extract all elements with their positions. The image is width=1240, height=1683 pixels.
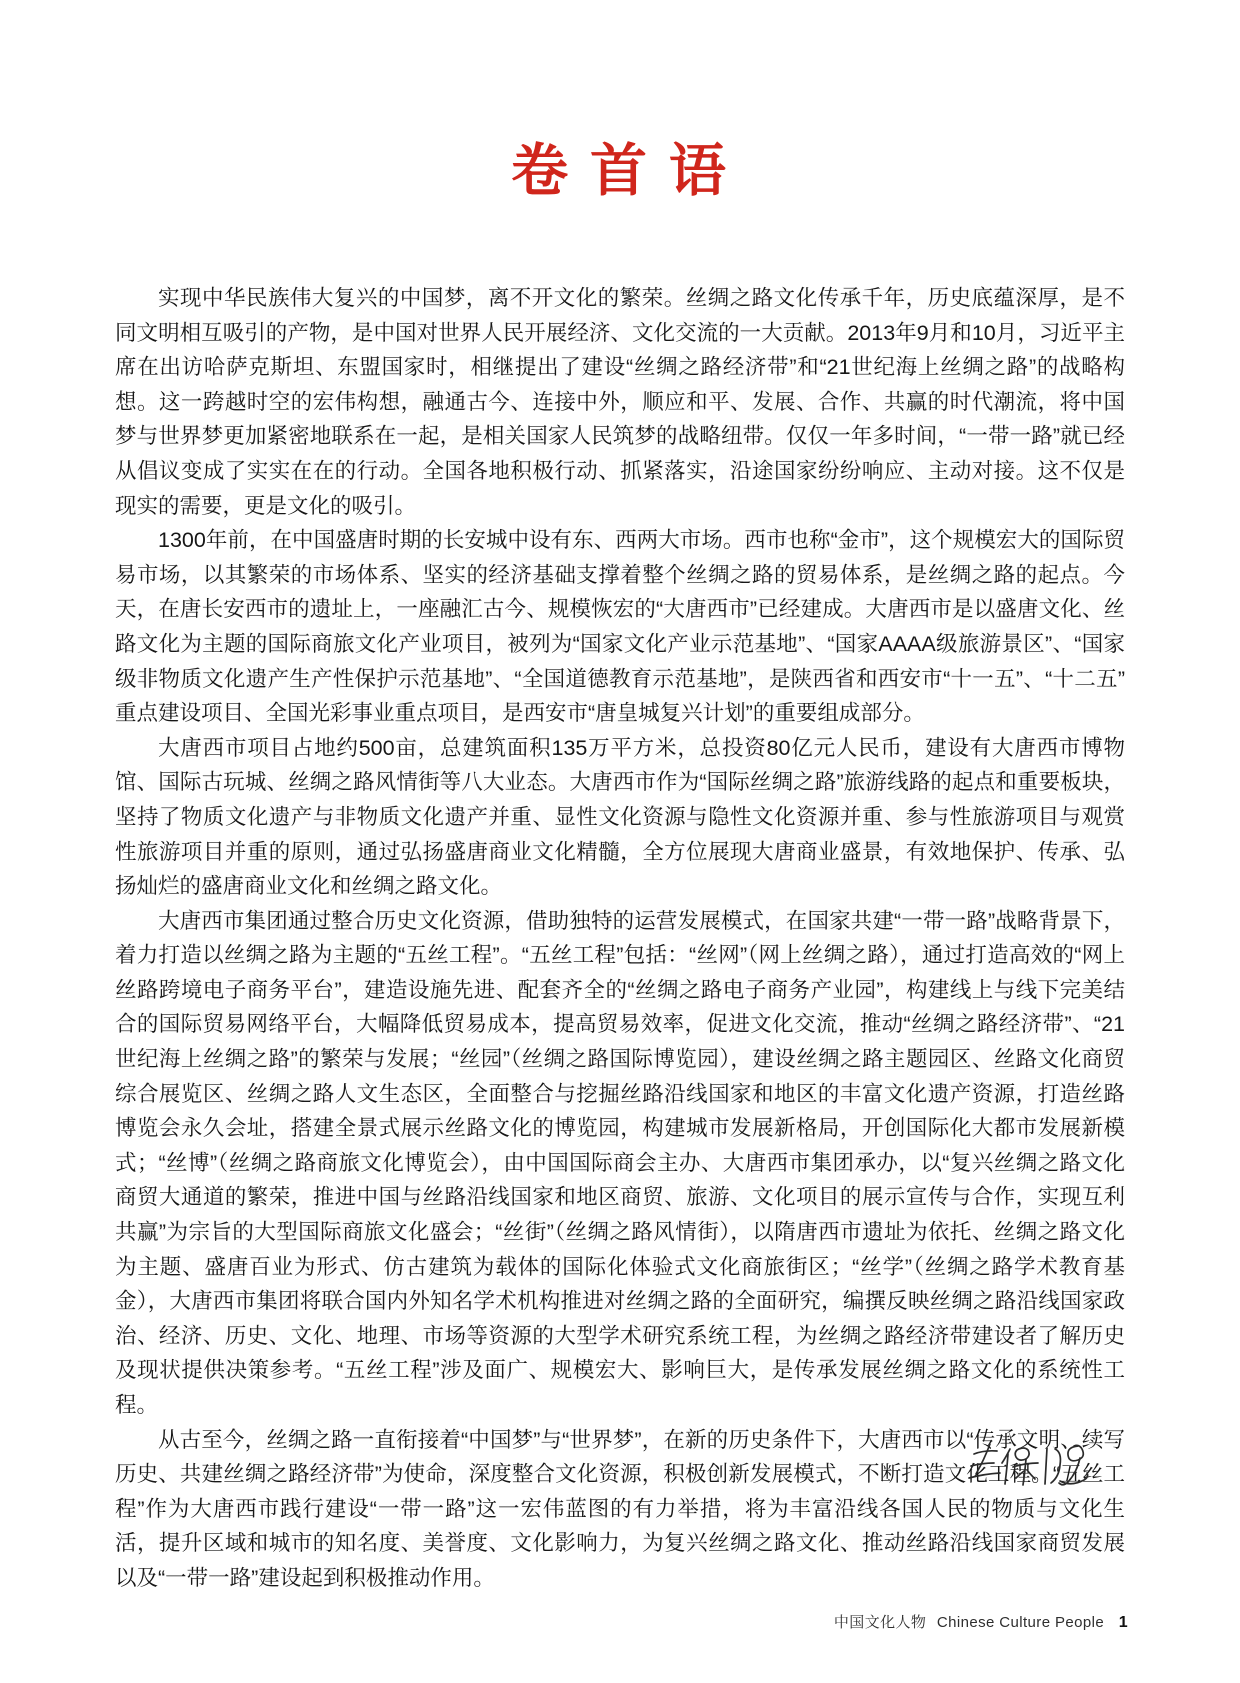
journal-title-en: Chinese Culture People <box>936 1614 1105 1631</box>
body-paragraph: 大唐西市集团通过整合历史文化资源，借助独特的运营发展模式，在国家共建“一带一路”战略背景下，着力打造以丝绸之路为主题的“五丝工程”。“五丝工程”包括：“丝网”（网上丝绸之路），通过打造高效的“网上丝路跨境电子商务平台”，建造设施先进、配套齐全的“丝绸之路电子商务产业园”，构建线上与线下完美结合的国际贸易网络平台，大幅降低贸易成本，提高贸易效率，促进文化交流，推动“丝绸之路经济带”、“21世纪海上丝绸之路”的繁荣与发展；“丝园”（丝绸之路国际博览园），建设丝绸之路主题园区、丝路文化商贸综合展览区、丝绸之路人文生态区，全面整合与挖掘丝路沿线国家和地区的丰富文化遗产资源，打造丝路博览会永久会址，搭建全景式展示丝路文化的博览园，构建城市发展新格局，开创国际化大都市发展新模式；“丝博”（丝绸之路商旅文化博览会），由中国国际商会主办、大唐西市集团承办，以“复兴丝绸之路文化商贸大通道的繁荣，推进中国与丝路沿线国家和地区商贸、旅游、文化项目的展示宣传与合作，实现互利共赢”为宗旨的大型国际商旅文化盛会；“丝街”（丝绸之路风情街），以隋唐西市遗址为依托、丝绸之路文化为主题、盛唐百业为形式、仿古建筑为载体的国际化体验式文化商旅街区；“丝学”（丝绸之路学术教育基金），大唐西市集团将联合国内外知名学术机构推进对丝绸之路的全面研究，编撰反映丝绸之路沿线国家政治、经济、历史、文化、地理、市场等资源的大型学术研究系统工程，为丝绸之路经济带建设者了解历史及现状提供决策参考。“五丝工程”涉及面广、规模宏大、影响巨大，是传承发展丝绸之路文化的系统性工程。 <box>115 908 1125 1417</box>
page-footer <box>834 1613 1128 1633</box>
body-paragraph: 大唐西市项目占地约500亩，总建筑面积135万平方米，总投资80亿元人民币，建设有大唐西市博物馆、国际古玩城、丝绸之路风情街等八大业态。大唐西市作为“国际丝绸之路”旅游线路的起点和重要板块，坚持了物质文化遗产与非物质文化遗产并重、显性文化资源与隐性文化资源并重、参与性旅游项目与观赏性旅游项目并重的原则，通过弘扬盛唐商业文化精髓，全方位展现大唐商业盛景，有效地保护、传承、弘扬灿烂的盛唐商业文化和丝绸之路文化。 <box>115 735 1125 899</box>
signature-strokes <box>950 1436 1100 1502</box>
handwritten-signature <box>950 1436 1100 1502</box>
page-number: 1 <box>1118 1614 1128 1631</box>
body-paragraph: 1300年前，在中国盛唐时期的长安城中设有东、西两大市场。西市也称“金市”，这个规模宏大的国际贸易市场，以其繁荣的市场体系、坚实的经济基础支撑着整个丝绸之路的贸易体系，是丝绸之路的起点。今天，在唐长安西市的遗址上，一座融汇古今、规模恢宏的“大唐西市”已经建成。大唐西市是以盛唐文化、丝路文化为主题的国际商旅文化产业项目，被列为“国家文化产业示范基地”、“国家AAAA级旅游景区”、“国家级非物质文化遗产生产性保护示范基地”、“全国道德教育示范基地”，是陕西省和西安市“十一五”、“十二五”重点建设项目、全国光彩事业重点项目，是西安市“唐皇城复兴计划”的重要组成部分。 <box>115 528 1125 726</box>
body-paragraph: 从古至今，丝绸之路一直衔接着“中国梦”与“世界梦”，在新的历史条件下，大唐西市以“传承文明、续写历史、共建丝绸之路经济带”为使命，深度整合文化资源，积极创新发展模式，不断打造文化工程。“五丝工程”作为大唐西市践行建设“一带一路”这一宏伟蓝图的有力举措，将为丰富沿线各国人民的物质与文化生活，提升区域和城市的知名度、美誉度、文化影响力，为复兴丝绸之路文化、推动丝路沿线国家商贸发展以及“一带一路”建设起到积极推动作用。 <box>115 1427 1125 1590</box>
body-paragraph: 实现中华民族伟大复兴的中国梦，离不开文化的繁荣。丝绸之路文化传承千年，历史底蕴深厚，是不同文明相互吸引的产物，是中国对世界人民开展经济、文化交流的一大贡献。2013年9月和10月，习近平主席在出访哈萨克斯坦、东盟国家时，相继提出了建设“丝绸之路经济带”和“21世纪海上丝绸之路”的战略构想。这一跨越时空的宏伟构想，融通古今、连接中外，顺应和平、发展、合作、共赢的时代潮流，将中国梦与世界梦更加紧密地联系在一起，是相关国家人民筑梦的战略纽带。仅仅一年多时间，“一带一路”就已经从倡议变成了实实在在的行动。全国各地积极行动、抓紧落实，沿途国家纷纷响应、主动对接。这不仅是现实的需要，更是文化的吸引。 <box>115 286 1125 518</box>
journal-title-cn: 中国文化人物 <box>833 1614 927 1631</box>
page-title: 卷 首 语 <box>511 139 729 203</box>
article-body <box>115 281 1125 1596</box>
